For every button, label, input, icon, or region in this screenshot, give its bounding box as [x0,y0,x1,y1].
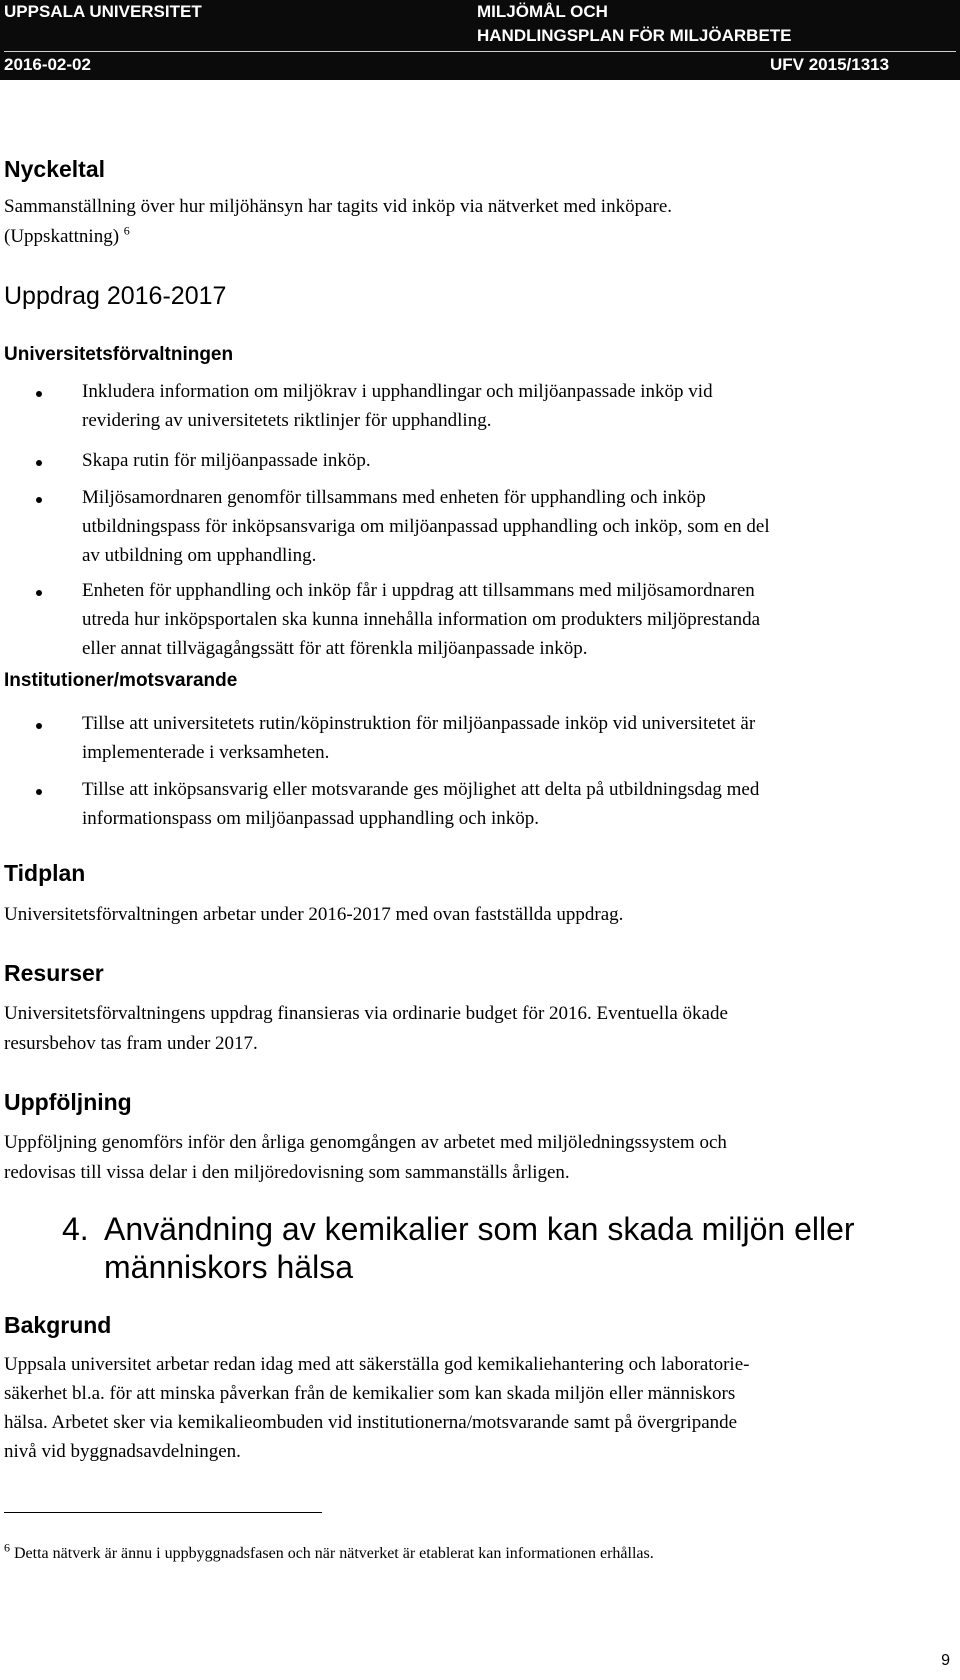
header-university: UPPSALA UNIVERSITET [4,2,202,21]
tidplan-heading: Tidplan [4,860,86,886]
bakgrund-line: hälsa. Arbetet sker via kemikalieombuden vid institutionerna/motsvarande samt på övergripande [4,1412,738,1433]
univ-bullet-3 [82,483,942,570]
page-number: 9 [941,1652,950,1669]
header-title-line1: MILJÖMÅL OCH [477,2,608,21]
bakgrund-line: nivå vid byggnadsavdelningen. [4,1441,241,1462]
document-header [0,0,960,80]
bullet-line: Enheten för upphandling och inköp får i uppdrag att tillsammans med miljösamordnaren [82,580,755,601]
uppfoljning-text-line1: Uppföljning genomförs inför den årliga genomgången av arbetet med miljöledningssystem och [4,1132,727,1153]
univ-bullet-4 [82,576,942,663]
univ-heading: Universitetsförvaltningen [4,344,234,365]
nyckeltal-estimate: (Uppskattning) [4,226,120,247]
resurser-heading: Resurser [4,960,104,986]
header-reference: UFV 2015/1313 [770,55,890,74]
bullet-line: implementerade i verksamheten. [82,742,330,763]
bullet-icon [36,497,42,503]
inst-bullet-1 [82,709,942,767]
nyckeltal-text-line2 [4,222,130,251]
bullet-line: informationspass om miljöanpassad upphandling och inköp. [82,808,540,829]
bullet-line: av utbildning om upphandling. [82,545,317,566]
bakgrund-line: Uppsala universitet arbetar redan idag med att säkerställa god kemikaliehantering och laboratorie- [4,1354,750,1375]
bullet-line: eller annat tillvägagångssätt för att förenkla miljöanpassade inköp. [82,638,588,659]
bullet-icon [36,789,42,795]
bullet-line: revidering av universitetets riktlinjer för upphandling. [82,410,492,431]
uppfoljning-heading: Uppföljning [4,1089,132,1115]
footnote [4,1540,654,1563]
footnote-text: Detta nätverk är ännu i uppbyggnadsfasen och när nätverket är etablerat kan informationen erhållas. [14,1545,654,1562]
section-number: 4. [62,1211,89,1247]
bullet-line: Miljösamordnaren genomför tillsammans med enheten för upphandling och inköp [82,487,706,508]
bullet-line: utbildningspass för inköpsansvariga om miljöanpassad upphandling och inköp, som en del [82,516,770,537]
uppfoljning-text-line2: redovisas till vissa delar i den miljöredovisning som sammanställs årligen. [4,1162,570,1183]
header-date: 2016-02-02 [4,55,91,74]
bakgrund-text [4,1350,944,1466]
bullet-icon [36,590,42,596]
inst-heading: Institutioner/motsvarande [4,670,238,691]
header-title-line2: HANDLINGSPLAN FÖR MILJÖARBETE [477,26,792,45]
bakgrund-heading: Bakgrund [4,1312,112,1338]
section-title [104,1210,944,1286]
section-title-line: människors hälsa [104,1249,353,1285]
bakgrund-line: säkerhet bl.a. för att minska påverkan från de kemikalier som kan skada miljön eller människors [4,1383,736,1404]
bullet-icon [36,391,42,397]
tidplan-text: Universitetsförvaltningen arbetar under 2016-2017 med ovan fastställda uppdrag. [4,904,624,925]
footnote-divider [4,1512,322,1513]
inst-bullet-2 [82,775,942,833]
bullet-line: Inkludera information om miljökrav i upphandlingar och miljöanpassade inköp vid [82,381,713,402]
nyckeltal-heading: Nyckeltal [4,156,106,182]
bullet-line: utreda hur inköpsportalen ska kunna innehålla information om produkters miljöprestanda [82,609,761,630]
bullet-line: Skapa rutin för miljöanpassade inköp. [82,450,371,471]
header-divider [4,51,956,52]
univ-bullet-2 [82,446,942,475]
bullet-icon [36,460,42,466]
bullet-line: Tillse att universitetets rutin/köpinstruktion för miljöanpassade inköp vid universitetet är [82,713,756,734]
bullet-line: Tillse att inköpsansvarig eller motsvarande ges möjlighet att delta på utbildningsdag med [82,779,760,800]
uppdrag-heading: Uppdrag 2016-2017 [4,282,227,310]
resurser-text-line1: Universitetsförvaltningens uppdrag finansieras via ordinarie budget för 2016. Eventuella ökade [4,1003,728,1024]
univ-bullet-1 [82,377,942,435]
resurser-text-line2: resursbehov tas fram under 2017. [4,1033,258,1054]
footnote-number: 6 [4,1540,10,1555]
section-title-line: Användning av kemikalier som kan skada miljön eller [104,1211,855,1247]
nyckeltal-text-line1: Sammanställning över hur miljöhänsyn har tagits vid inköp via nätverket med inköpare. [4,196,673,217]
bullet-icon [36,723,42,729]
footnote-reference: 6 [123,223,130,238]
